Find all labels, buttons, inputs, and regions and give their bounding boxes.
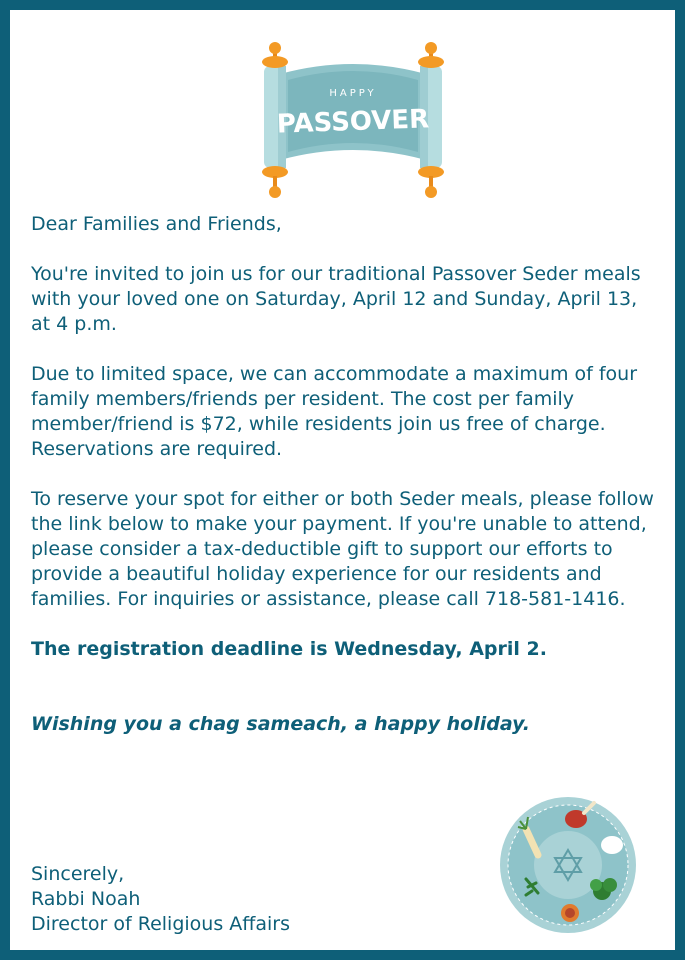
banner-line2: PASSOVER <box>276 104 430 140</box>
paragraph-reservation: To reserve your spot for either or both Seder meals, please follow the link below to make your payment. If you're unable to attend, please consider a tax-deductible gift to support our efforts to provide a beautiful holiday experience for our residents and families. For inquiries or assistance, please call 718-581-1416. <box>31 488 654 610</box>
paragraph-schedule: You're invited to join us for our traditional Passover Seder meals with your loved one on Saturday, April 12 and Sunday, April 13, at 4 p.m. <box>31 263 641 335</box>
greeting: Dear Families and Friends, <box>31 213 282 235</box>
holiday-wish: Wishing you a chag sameach, a happy holiday. <box>31 713 530 735</box>
closing: Sincerely, <box>31 863 125 885</box>
deadline-notice: The registration deadline is Wednesday, April 2. <box>31 638 547 660</box>
letter-body <box>31 200 661 737</box>
scroll-banner-icon <box>248 32 458 204</box>
banner-line1: HAPPY <box>329 88 377 99</box>
signer-title: Director of Religious Affairs <box>31 913 290 935</box>
invitation-page <box>10 10 675 950</box>
signer-name: Rabbi Noah <box>31 888 141 910</box>
signature-block <box>31 862 451 937</box>
seder-plate-icon <box>498 795 638 935</box>
paragraph-capacity: Due to limited space, we can accommodate a maximum of four family members/friends per resident. The cost per family member/friend is $72, while residents join us free of charge. Reservations are required. <box>31 363 638 460</box>
